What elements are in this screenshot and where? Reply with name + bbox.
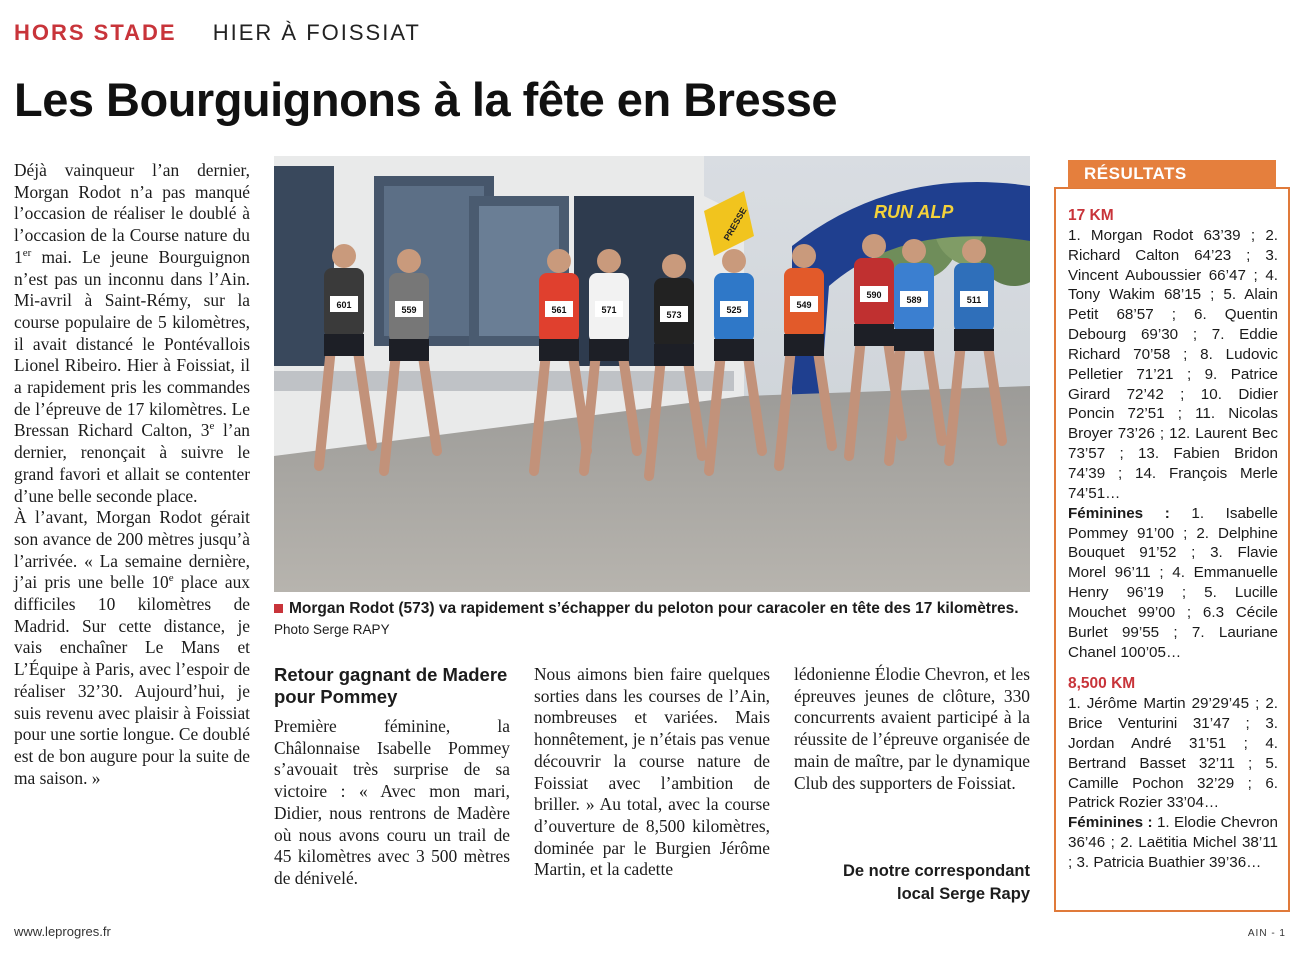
race-bib-number: 573 bbox=[666, 310, 682, 320]
race-bib-number: 511 bbox=[966, 295, 982, 305]
women-results: 1. Elodie Chevron 36’46 ; 2. Laëtitia Michel 38’11 ; 3. Patricia Buathier 39’36… bbox=[1068, 814, 1278, 871]
runner-shorts bbox=[589, 339, 629, 361]
runner-head bbox=[862, 234, 886, 258]
subheading: Retour gagnant de Madere pour Pommey bbox=[274, 664, 508, 707]
women-label: Féminines : bbox=[1068, 814, 1153, 832]
article-paragraph-2 bbox=[14, 507, 250, 789]
byline-line-1: De notre correspondant bbox=[842, 862, 1030, 880]
results-17km: 1. Morgan Rodot 63’39 ; 2. Richard Calton 64’23 ; 3. Vincent Auboussier 66’47 ; 4. Tony Wakim 68’15 ; 5. Alain Petit 68’57 ; 6. Quentin Debourg 69’30 ; 7. Eddie Richard 70’58 ; 8. Ludovic Pelletier 71’21 ; 9. Patrice Girard 72’42 ; 10. Didier Poncin 72’51 ; 11. Nicolas Broyer 73’26 ; 12. Laurent Bec 73’57 ; 13. Fabien Bridon 74’39 ; 14. François Merle 74’51… bbox=[1068, 226, 1278, 502]
text-run: À l’avant, Morgan Rodot gérait son avance de 200 mètres jusqu’à l’arrivée. « La semaine dernière, j’ai pris une belle 10 bbox=[14, 507, 250, 593]
results-tab: RÉSULTATS bbox=[1068, 160, 1276, 188]
photo-credit: Photo Serge RAPY bbox=[274, 622, 390, 637]
photo-caption bbox=[274, 598, 1034, 640]
headline: Les Bourguignons à la fête en Bresse bbox=[14, 73, 837, 126]
rubric-category: HORS STADE bbox=[14, 20, 177, 45]
caption-text: Morgan Rodot (573) va rapidement s’échapper du peloton pour caracoler en tête des 17 kilomètres. bbox=[289, 600, 1019, 617]
results-8500km: 1. Jérôme Martin 29’29’45 ; 2. Brice Venturini 31’47 ; 3. Jordan André 31’51 ; 4. Bertrand Basset 32’11 ; 5. Camille Pochon 32’29 ; 6. Patrick Rozier 33’04… bbox=[1068, 695, 1278, 812]
race-bib-number: 561 bbox=[551, 305, 567, 315]
race-bib-number: 559 bbox=[401, 305, 417, 315]
runner-head bbox=[902, 239, 926, 263]
article-column-1 bbox=[14, 160, 250, 789]
runner-shorts bbox=[324, 334, 364, 356]
race-bib-number: 590 bbox=[866, 290, 882, 300]
race-photo bbox=[274, 156, 1030, 592]
women-results: 1. Isabelle Pommey 91’00 ; 2. Delphine Bouquet 91’52 ; 3. Flavie Morel 96’11 ; 4. Emmanuelle Henry 96’19 ; 5. Lucille Mouchet 99’00 ; 6.3 Cécile Burlet 99’55 ; 7. Lauriane Chanel 100’05… bbox=[1068, 504, 1278, 661]
rubric-subtitle: HIER À FOISSIAT bbox=[212, 20, 421, 45]
article-paragraph-1 bbox=[14, 160, 250, 507]
article-paragraph: Première féminine, la Châlonnaise Isabelle Pommey s’avouait très surprise de sa victoire : « Avec mon mari, Didier, nous rentrons de Madère où nous avons couru un trail de 45 kilomètres avec 3 500 mètres de dénivelé. bbox=[274, 716, 510, 888]
runner-head bbox=[722, 249, 746, 273]
runner-shorts bbox=[784, 334, 824, 356]
text-run: Déjà vainqueur l’an dernier, Morgan Rodot n’a pas manqué l’occasion de réaliser le doublé à l’occasion de la Course nature du 1 bbox=[14, 160, 250, 267]
arch-sponsor-text: RUN ALP bbox=[874, 202, 954, 222]
runner-head bbox=[792, 244, 816, 268]
results-list bbox=[1068, 206, 1278, 873]
runner-head bbox=[397, 249, 421, 273]
runner-head bbox=[662, 254, 686, 278]
results-section-title-17km: 17 KM bbox=[1068, 207, 1114, 224]
text-run: place aux difficiles 10 kilomètres de Madrid. Sur cette distance, je vais enchaîner Le Mans et L’Équipe à Paris, avec l’espoir de réaliser 32’30. Aujourd’hui, je suis revenu avec plaisir à Foissiat pour une sortie longue. Ce doublé est de bon augure pour la suite de ma saison. » bbox=[14, 572, 250, 788]
runner-shorts bbox=[389, 339, 429, 361]
runner-head bbox=[332, 244, 356, 268]
article-paragraph: lédonienne Élodie Chevron, et les épreuves jeunes de clôture, 330 concurrents avaient participé à la réussite de l’épreuve organisée de main de maître, par le dynamique Club des supporters de Foissiat. bbox=[794, 664, 1030, 793]
article-column-3 bbox=[534, 664, 770, 881]
article-column-2 bbox=[274, 664, 510, 890]
race-bib-number: 589 bbox=[906, 295, 922, 305]
caption-marker bbox=[274, 604, 283, 613]
superscript: e bbox=[168, 572, 174, 585]
press-sign-text: PRESSE bbox=[721, 205, 749, 243]
runner-shorts bbox=[954, 329, 994, 351]
race-bib-number: 549 bbox=[796, 300, 812, 310]
race-bib-number: 571 bbox=[601, 305, 617, 315]
runner-shorts bbox=[654, 344, 694, 366]
superscript: e bbox=[209, 420, 215, 433]
runner-shorts bbox=[714, 339, 754, 361]
results-8500km-women bbox=[1068, 813, 1278, 873]
footer-page-number: AIN - 1 bbox=[1247, 928, 1286, 939]
runner-shorts bbox=[854, 324, 894, 346]
text-run: l’an dernier, renonçait à suivre le grand favori et allait se contenter d’une belle seconde place. bbox=[14, 420, 250, 506]
race-bib-number: 525 bbox=[726, 305, 742, 315]
superscript: er bbox=[22, 247, 32, 260]
article-paragraph: Nous aimons bien faire quelques sorties dans les courses de l’Ain, nombreuses et variées. Mais honnêtement, je n’étais pas venue découvrir la course nature de Foissiat avec l’ambition de briller. » Au total, avec la course d’ouverture de 8,500 kilomètres, dominée par le Burgien Jérôme Martin, et la cadette bbox=[534, 664, 770, 880]
results-section-title-8500km: 8,500 KM bbox=[1068, 675, 1136, 693]
women-label: Féminines : bbox=[1068, 504, 1170, 522]
runner-head bbox=[962, 239, 986, 263]
byline bbox=[794, 860, 1030, 906]
runner-shorts bbox=[539, 339, 579, 361]
footer-url: www.leprogres.fr bbox=[14, 924, 111, 939]
results-17km-women bbox=[1068, 504, 1278, 663]
text-run: mai. Le jeune Bourguignon n’est pas un inconnu dans l’Ain. Mi-avril à Saint-Rémy, sur la course populaire de 5 kilomètres, il avait distancé le Pontévallois Lionel Ribeiro. Hier à Foissiat, il a rapidement pris les commandes de l’épreuve de 17 kilomètres. Le Bressan Richard Calton, 3 bbox=[14, 246, 250, 441]
race-photo-illustration bbox=[274, 156, 1030, 592]
runner-shorts bbox=[894, 329, 934, 351]
article-column-4 bbox=[794, 664, 1030, 794]
race-bib-number: 601 bbox=[336, 300, 352, 310]
runner-head bbox=[547, 249, 571, 273]
rubric bbox=[14, 20, 421, 46]
byline-line-2: local Serge Rapy bbox=[897, 885, 1030, 903]
runner-head bbox=[597, 249, 621, 273]
